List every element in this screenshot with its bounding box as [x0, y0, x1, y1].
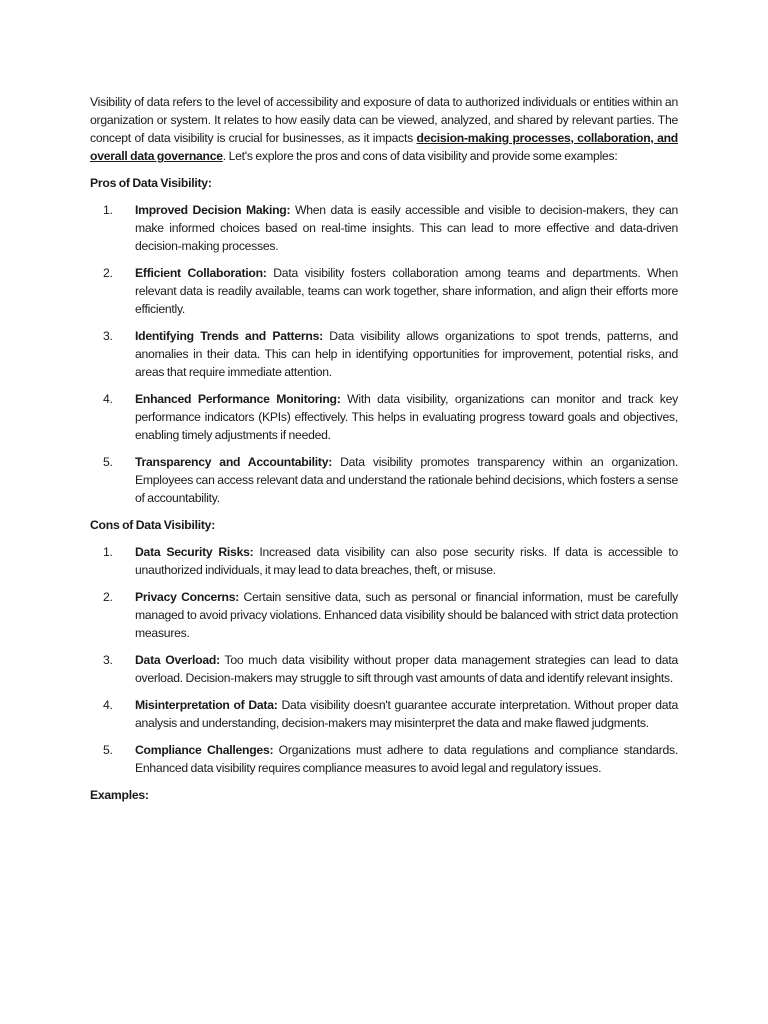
intro-text-end: . Let's explore the pros and cons of data visibility and provide some examples: — [222, 149, 618, 163]
list-item — [90, 201, 678, 255]
item-title: Efficient Collaboration: — [135, 266, 267, 280]
item-number: 5. — [103, 455, 113, 469]
list-item — [90, 390, 678, 444]
examples-heading: Examples: — [90, 788, 149, 802]
item-title: Improved Decision Making: — [135, 203, 291, 217]
list-item — [90, 741, 678, 777]
item-number: 1. — [103, 545, 113, 559]
list-item — [90, 453, 678, 507]
item-text: Data visibility promotes transparency within an organization. Employees can access relevant data and understand the rationale behind decisions, which fosters a sense of accountability. — [135, 455, 678, 505]
document-page — [90, 93, 678, 813]
list-item — [90, 651, 678, 687]
item-text: Certain sensitive data, such as personal or financial information, must be carefully managed to avoid privacy violations. Enhanced data visibility should be balanced with strict data protection measures. — [135, 590, 678, 640]
intro-text: Visibility of data refers to the level of accessibility and exposure of data to authorized individuals or entities within an organization or system. It relates to how easily data can be viewed, analyzed, and shared by relevant parties. The concept of data visibility is crucial for businesses, as it impacts — [90, 95, 678, 145]
pros-list — [90, 201, 678, 507]
item-number: 2. — [103, 590, 113, 604]
item-number: 3. — [103, 653, 113, 667]
item-text: Too much data visibility without proper data management strategies can lead to data overload. Decision-makers may struggle to sift through vast amounts of data and identify relevant insights. — [135, 653, 678, 685]
item-text: Data visibility doesn't guarantee accurate interpretation. Without proper data analysis and understanding, decision-makers may misinterpret the data and make flawed judgments. — [135, 698, 678, 730]
list-item — [90, 327, 678, 381]
item-number: 5. — [103, 743, 113, 757]
item-text: Data visibility fosters collaboration among teams and departments. When relevant data is readily available, teams can work together, share information, and align their efforts more efficiently. — [135, 266, 678, 316]
item-text: Organizations must adhere to data regulations and compliance standards. Enhanced data visibility requires compliance measures to avoid legal and regulatory issues. — [135, 743, 678, 775]
item-title: Data Overload: — [135, 653, 220, 667]
item-title: Misinterpretation of Data: — [135, 698, 278, 712]
item-title: Compliance Challenges: — [135, 743, 274, 757]
list-item — [90, 543, 678, 579]
item-title: Data Security Risks: — [135, 545, 254, 559]
item-number: 2. — [103, 266, 113, 280]
item-text: When data is easily accessible and visible to decision-makers, they can make informed choices based on real-time insights. This can lead to more effective and data-driven decision-making processes. — [135, 203, 679, 253]
list-item — [90, 696, 678, 732]
item-number: 1. — [103, 203, 113, 217]
item-text: With data visibility, organizations can monitor and track key performance indicators (KPIs) effectively. This helps in evaluating progress toward goals and objectives, enabling timely adjustments if needed. — [135, 392, 678, 442]
item-title: Privacy Concerns: — [135, 590, 240, 604]
cons-list — [90, 543, 678, 777]
list-item — [90, 264, 678, 318]
list-item — [90, 588, 678, 642]
intro-paragraph — [90, 93, 678, 165]
intro-link[interactable]: decision-making processes, collaboration, and overall data governance — [90, 131, 678, 163]
item-number: 3. — [103, 329, 113, 343]
pros-heading: Pros of Data Visibility: — [90, 176, 212, 190]
item-title: Transparency and Accountability: — [135, 455, 333, 469]
item-number: 4. — [103, 392, 113, 406]
item-text: Data visibility allows organizations to spot trends, patterns, and anomalies in their data. This can help in identifying opportunities for improvement, potential risks, and areas that require immediate attention. — [135, 329, 678, 379]
cons-heading: Cons of Data Visibility: — [90, 518, 216, 532]
item-title: Enhanced Performance Monitoring: — [135, 392, 341, 406]
item-title: Identifying Trends and Patterns: — [135, 329, 323, 343]
item-number: 4. — [103, 698, 113, 712]
item-text: Increased data visibility can also pose security risks. If data is accessible to unauthorized individuals, it may lead to data breaches, theft, or misuse. — [135, 545, 678, 577]
